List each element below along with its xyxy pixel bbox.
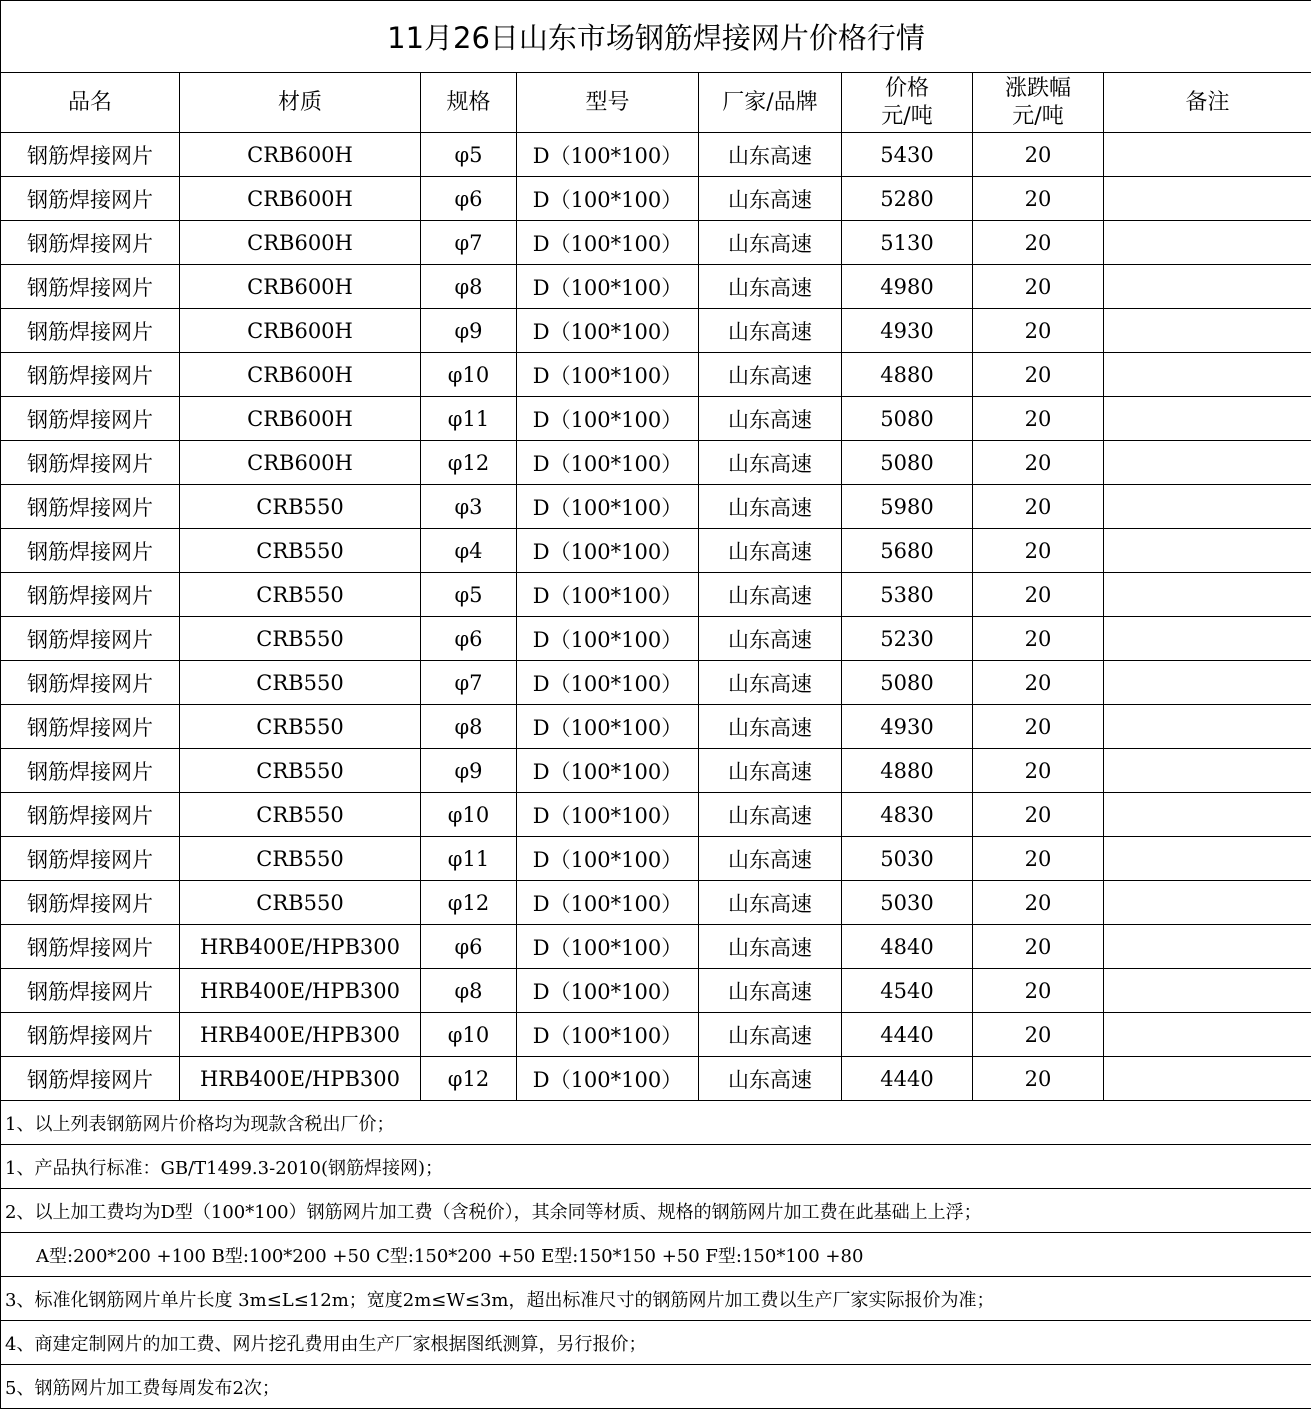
cell-price: 4880 bbox=[842, 353, 973, 397]
cell-remark bbox=[1104, 397, 1311, 441]
cell-model: D（100*100） bbox=[517, 265, 699, 309]
cell-material: CRB550 bbox=[180, 837, 421, 881]
cell-material: CRB600H bbox=[180, 177, 421, 221]
cell-brand: 山东高速 bbox=[699, 1013, 842, 1057]
header-change-label: 涨跌幅 bbox=[1004, 75, 1071, 101]
cell-brand: 山东高速 bbox=[699, 749, 842, 793]
cell-brand: 山东高速 bbox=[699, 397, 842, 441]
cell-model: D（100*100） bbox=[517, 177, 699, 221]
cell-spec: φ5 bbox=[421, 573, 517, 617]
note-row bbox=[1, 1189, 1311, 1233]
cell-material: CRB600H bbox=[180, 221, 421, 265]
cell-material: HRB400E/HPB300 bbox=[180, 1013, 421, 1057]
cell-brand: 山东高速 bbox=[699, 705, 842, 749]
cell-change: 20 bbox=[973, 353, 1104, 397]
cell-remark bbox=[1104, 1013, 1311, 1057]
cell-price: 4440 bbox=[842, 1013, 973, 1057]
cell-brand: 山东高速 bbox=[699, 353, 842, 397]
cell-material: CRB550 bbox=[180, 661, 421, 705]
cell-model: D（100*100） bbox=[517, 969, 699, 1013]
cell-change: 20 bbox=[973, 177, 1104, 221]
cell-brand: 山东高速 bbox=[699, 573, 842, 617]
cell-remark bbox=[1104, 133, 1311, 177]
note-text: 5、钢筋网片加工费每周发布2次； bbox=[1, 1365, 1311, 1409]
cell-price: 5430 bbox=[842, 133, 973, 177]
cell-material: CRB550 bbox=[180, 881, 421, 925]
cell-material: CRB600H bbox=[180, 133, 421, 177]
cell-change: 20 bbox=[973, 925, 1104, 969]
cell-spec: φ8 bbox=[421, 265, 517, 309]
cell-material: HRB400E/HPB300 bbox=[180, 1057, 421, 1101]
cell-price: 4930 bbox=[842, 309, 973, 353]
table-row bbox=[1, 1013, 1311, 1057]
cell-material: CRB550 bbox=[180, 749, 421, 793]
header-spec: 规格 bbox=[421, 73, 517, 133]
note-row bbox=[1, 1145, 1311, 1189]
table-row bbox=[1, 441, 1311, 485]
cell-name: 钢筋焊接网片 bbox=[1, 265, 180, 309]
cell-remark bbox=[1104, 705, 1311, 749]
cell-name: 钢筋焊接网片 bbox=[1, 133, 180, 177]
cell-change: 20 bbox=[973, 617, 1104, 661]
cell-change: 20 bbox=[973, 265, 1104, 309]
cell-change: 20 bbox=[973, 133, 1104, 177]
table-row bbox=[1, 969, 1311, 1013]
cell-price: 4830 bbox=[842, 793, 973, 837]
cell-spec: φ4 bbox=[421, 529, 517, 573]
cell-material: CRB600H bbox=[180, 441, 421, 485]
cell-name: 钢筋焊接网片 bbox=[1, 1057, 180, 1101]
cell-brand: 山东高速 bbox=[699, 221, 842, 265]
cell-remark bbox=[1104, 529, 1311, 573]
cell-change: 20 bbox=[973, 485, 1104, 529]
header-name: 品名 bbox=[1, 73, 180, 133]
cell-brand: 山东高速 bbox=[699, 837, 842, 881]
cell-spec: φ7 bbox=[421, 221, 517, 265]
cell-change: 20 bbox=[973, 705, 1104, 749]
cell-model: D（100*100） bbox=[517, 617, 699, 661]
note-text: A型:200*200 +100 B型:100*200 +50 C型:150*200 +50 E型:150*150 +50 F型:150*100 +80 bbox=[1, 1233, 1311, 1277]
cell-spec: φ9 bbox=[421, 749, 517, 793]
cell-name: 钢筋焊接网片 bbox=[1, 221, 180, 265]
table-row bbox=[1, 1057, 1311, 1101]
cell-remark bbox=[1104, 485, 1311, 529]
cell-material: HRB400E/HPB300 bbox=[180, 969, 421, 1013]
cell-spec: φ12 bbox=[421, 881, 517, 925]
cell-name: 钢筋焊接网片 bbox=[1, 441, 180, 485]
cell-material: CRB550 bbox=[180, 573, 421, 617]
cell-name: 钢筋焊接网片 bbox=[1, 485, 180, 529]
cell-remark bbox=[1104, 177, 1311, 221]
cell-change: 20 bbox=[973, 397, 1104, 441]
table-row bbox=[1, 177, 1311, 221]
note-row bbox=[1, 1321, 1311, 1365]
cell-remark bbox=[1104, 265, 1311, 309]
cell-model: D（100*100） bbox=[517, 573, 699, 617]
cell-spec: φ7 bbox=[421, 661, 517, 705]
cell-price: 5030 bbox=[842, 837, 973, 881]
cell-model: D（100*100） bbox=[517, 661, 699, 705]
cell-remark bbox=[1104, 617, 1311, 661]
cell-brand: 山东高速 bbox=[699, 925, 842, 969]
cell-material: CRB550 bbox=[180, 485, 421, 529]
cell-price: 4880 bbox=[842, 749, 973, 793]
cell-brand: 山东高速 bbox=[699, 485, 842, 529]
note-text: 1、以上列表钢筋网片价格均为现款含税出厂价； bbox=[1, 1101, 1311, 1145]
cell-name: 钢筋焊接网片 bbox=[1, 397, 180, 441]
cell-remark bbox=[1104, 925, 1311, 969]
note-row bbox=[1, 1365, 1311, 1409]
cell-brand: 山东高速 bbox=[699, 617, 842, 661]
cell-brand: 山东高速 bbox=[699, 969, 842, 1013]
cell-brand: 山东高速 bbox=[699, 133, 842, 177]
cell-name: 钢筋焊接网片 bbox=[1, 749, 180, 793]
cell-spec: φ3 bbox=[421, 485, 517, 529]
cell-name: 钢筋焊接网片 bbox=[1, 705, 180, 749]
cell-spec: φ9 bbox=[421, 309, 517, 353]
cell-remark bbox=[1104, 969, 1311, 1013]
cell-model: D（100*100） bbox=[517, 485, 699, 529]
cell-remark bbox=[1104, 661, 1311, 705]
cell-spec: φ6 bbox=[421, 617, 517, 661]
table-row bbox=[1, 925, 1311, 969]
note-row bbox=[1, 1101, 1311, 1145]
cell-change: 20 bbox=[973, 441, 1104, 485]
cell-name: 钢筋焊接网片 bbox=[1, 881, 180, 925]
cell-change: 20 bbox=[973, 881, 1104, 925]
cell-spec: φ5 bbox=[421, 133, 517, 177]
cell-price: 5230 bbox=[842, 617, 973, 661]
cell-change: 20 bbox=[973, 969, 1104, 1013]
cell-brand: 山东高速 bbox=[699, 661, 842, 705]
cell-model: D（100*100） bbox=[517, 133, 699, 177]
cell-name: 钢筋焊接网片 bbox=[1, 573, 180, 617]
cell-brand: 山东高速 bbox=[699, 529, 842, 573]
header-change-unit: 元/吨 bbox=[1012, 103, 1064, 129]
cell-material: CRB600H bbox=[180, 265, 421, 309]
cell-name: 钢筋焊接网片 bbox=[1, 925, 180, 969]
cell-spec: φ10 bbox=[421, 1013, 517, 1057]
cell-spec: φ10 bbox=[421, 353, 517, 397]
note-text: 3、标准化钢筋网片单片长度 3m≤L≤12m；宽度2m≤W≤3m，超出标准尺寸的钢筋网片加工费以生产厂家实际报价为准； bbox=[1, 1277, 1311, 1321]
cell-price: 4930 bbox=[842, 705, 973, 749]
cell-material: HRB400E/HPB300 bbox=[180, 925, 421, 969]
cell-name: 钢筋焊接网片 bbox=[1, 1013, 180, 1057]
cell-change: 20 bbox=[973, 661, 1104, 705]
cell-model: D（100*100） bbox=[517, 793, 699, 837]
cell-price: 4440 bbox=[842, 1057, 973, 1101]
cell-model: D（100*100） bbox=[517, 441, 699, 485]
cell-brand: 山东高速 bbox=[699, 309, 842, 353]
cell-material: CRB550 bbox=[180, 529, 421, 573]
cell-model: D（100*100） bbox=[517, 705, 699, 749]
table-row bbox=[1, 705, 1311, 749]
header-change bbox=[973, 73, 1104, 133]
cell-name: 钢筋焊接网片 bbox=[1, 793, 180, 837]
cell-spec: φ11 bbox=[421, 837, 517, 881]
table-row bbox=[1, 573, 1311, 617]
cell-spec: φ6 bbox=[421, 925, 517, 969]
cell-change: 20 bbox=[973, 529, 1104, 573]
cell-remark bbox=[1104, 573, 1311, 617]
cell-material: CRB550 bbox=[180, 705, 421, 749]
cell-name: 钢筋焊接网片 bbox=[1, 661, 180, 705]
table-row bbox=[1, 661, 1311, 705]
cell-spec: φ10 bbox=[421, 793, 517, 837]
header-price-label: 价格 bbox=[884, 75, 929, 101]
table-row bbox=[1, 353, 1311, 397]
cell-price: 5130 bbox=[842, 221, 973, 265]
cell-material: CRB550 bbox=[180, 617, 421, 661]
cell-material: CRB600H bbox=[180, 353, 421, 397]
cell-remark bbox=[1104, 309, 1311, 353]
note-text: 2、以上加工费均为D型（100*100）钢筋网片加工费（含税价），其余同等材质、规格的钢筋网片加工费在此基础上上浮； bbox=[1, 1189, 1311, 1233]
cell-price: 5080 bbox=[842, 441, 973, 485]
cell-brand: 山东高速 bbox=[699, 1057, 842, 1101]
header-remark: 备注 bbox=[1104, 73, 1311, 133]
note-text: 4、商建定制网片的加工费、网片挖孔费用由生产厂家根据图纸测算，另行报价； bbox=[1, 1321, 1311, 1365]
cell-price: 5280 bbox=[842, 177, 973, 221]
cell-change: 20 bbox=[973, 749, 1104, 793]
cell-model: D（100*100） bbox=[517, 1013, 699, 1057]
table-row bbox=[1, 397, 1311, 441]
header-price-unit: 元/吨 bbox=[881, 103, 933, 129]
cell-remark bbox=[1104, 881, 1311, 925]
cell-change: 20 bbox=[973, 221, 1104, 265]
cell-spec: φ11 bbox=[421, 397, 517, 441]
cell-change: 20 bbox=[973, 837, 1104, 881]
cell-remark bbox=[1104, 793, 1311, 837]
cell-change: 20 bbox=[973, 573, 1104, 617]
note-row bbox=[1, 1277, 1311, 1321]
cell-spec: φ6 bbox=[421, 177, 517, 221]
header-model: 型号 bbox=[517, 73, 699, 133]
cell-spec: φ8 bbox=[421, 705, 517, 749]
cell-model: D（100*100） bbox=[517, 309, 699, 353]
cell-remark bbox=[1104, 221, 1311, 265]
cell-remark bbox=[1104, 749, 1311, 793]
cell-material: CRB550 bbox=[180, 793, 421, 837]
cell-price: 5680 bbox=[842, 529, 973, 573]
table-row bbox=[1, 309, 1311, 353]
cell-model: D（100*100） bbox=[517, 925, 699, 969]
table-row bbox=[1, 265, 1311, 309]
cell-model: D（100*100） bbox=[517, 397, 699, 441]
table-row bbox=[1, 485, 1311, 529]
cell-brand: 山东高速 bbox=[699, 881, 842, 925]
table-row bbox=[1, 793, 1311, 837]
cell-price: 5980 bbox=[842, 485, 973, 529]
cell-spec: φ12 bbox=[421, 441, 517, 485]
cell-name: 钢筋焊接网片 bbox=[1, 617, 180, 661]
note-row bbox=[1, 1233, 1311, 1277]
cell-change: 20 bbox=[973, 793, 1104, 837]
cell-name: 钢筋焊接网片 bbox=[1, 529, 180, 573]
header-material: 材质 bbox=[180, 73, 421, 133]
cell-model: D（100*100） bbox=[517, 749, 699, 793]
cell-price: 4840 bbox=[842, 925, 973, 969]
cell-remark bbox=[1104, 353, 1311, 397]
header-price bbox=[842, 73, 973, 133]
cell-model: D（100*100） bbox=[517, 837, 699, 881]
cell-model: D（100*100） bbox=[517, 221, 699, 265]
table-row bbox=[1, 221, 1311, 265]
cell-model: D（100*100） bbox=[517, 529, 699, 573]
cell-name: 钢筋焊接网片 bbox=[1, 837, 180, 881]
cell-name: 钢筋焊接网片 bbox=[1, 309, 180, 353]
page-title: 11月26日山东市场钢筋焊接网片价格行情 bbox=[1, 1, 1311, 73]
cell-change: 20 bbox=[973, 309, 1104, 353]
cell-name: 钢筋焊接网片 bbox=[1, 353, 180, 397]
cell-model: D（100*100） bbox=[517, 1057, 699, 1101]
table-row bbox=[1, 749, 1311, 793]
cell-name: 钢筋焊接网片 bbox=[1, 177, 180, 221]
cell-model: D（100*100） bbox=[517, 353, 699, 397]
cell-model: D（100*100） bbox=[517, 881, 699, 925]
cell-remark bbox=[1104, 441, 1311, 485]
cell-change: 20 bbox=[973, 1013, 1104, 1057]
table-row bbox=[1, 837, 1311, 881]
cell-price: 5080 bbox=[842, 397, 973, 441]
cell-price: 5030 bbox=[842, 881, 973, 925]
cell-brand: 山东高速 bbox=[699, 177, 842, 221]
table-row bbox=[1, 617, 1311, 661]
cell-material: CRB600H bbox=[180, 309, 421, 353]
table-row bbox=[1, 529, 1311, 573]
cell-remark bbox=[1104, 1057, 1311, 1101]
header-brand: 厂家/品牌 bbox=[699, 73, 842, 133]
cell-material: CRB600H bbox=[180, 397, 421, 441]
note-text: 1、产品执行标准：GB/T1499.3-2010(钢筋焊接网)； bbox=[1, 1145, 1311, 1189]
cell-change: 20 bbox=[973, 1057, 1104, 1101]
cell-name: 钢筋焊接网片 bbox=[1, 969, 180, 1013]
table-row bbox=[1, 881, 1311, 925]
cell-price: 5080 bbox=[842, 661, 973, 705]
cell-brand: 山东高速 bbox=[699, 793, 842, 837]
cell-brand: 山东高速 bbox=[699, 441, 842, 485]
cell-spec: φ8 bbox=[421, 969, 517, 1013]
cell-price: 5380 bbox=[842, 573, 973, 617]
cell-spec: φ12 bbox=[421, 1057, 517, 1101]
cell-remark bbox=[1104, 837, 1311, 881]
cell-price: 4540 bbox=[842, 969, 973, 1013]
cell-brand: 山东高速 bbox=[699, 265, 842, 309]
table-row bbox=[1, 133, 1311, 177]
cell-price: 4980 bbox=[842, 265, 973, 309]
